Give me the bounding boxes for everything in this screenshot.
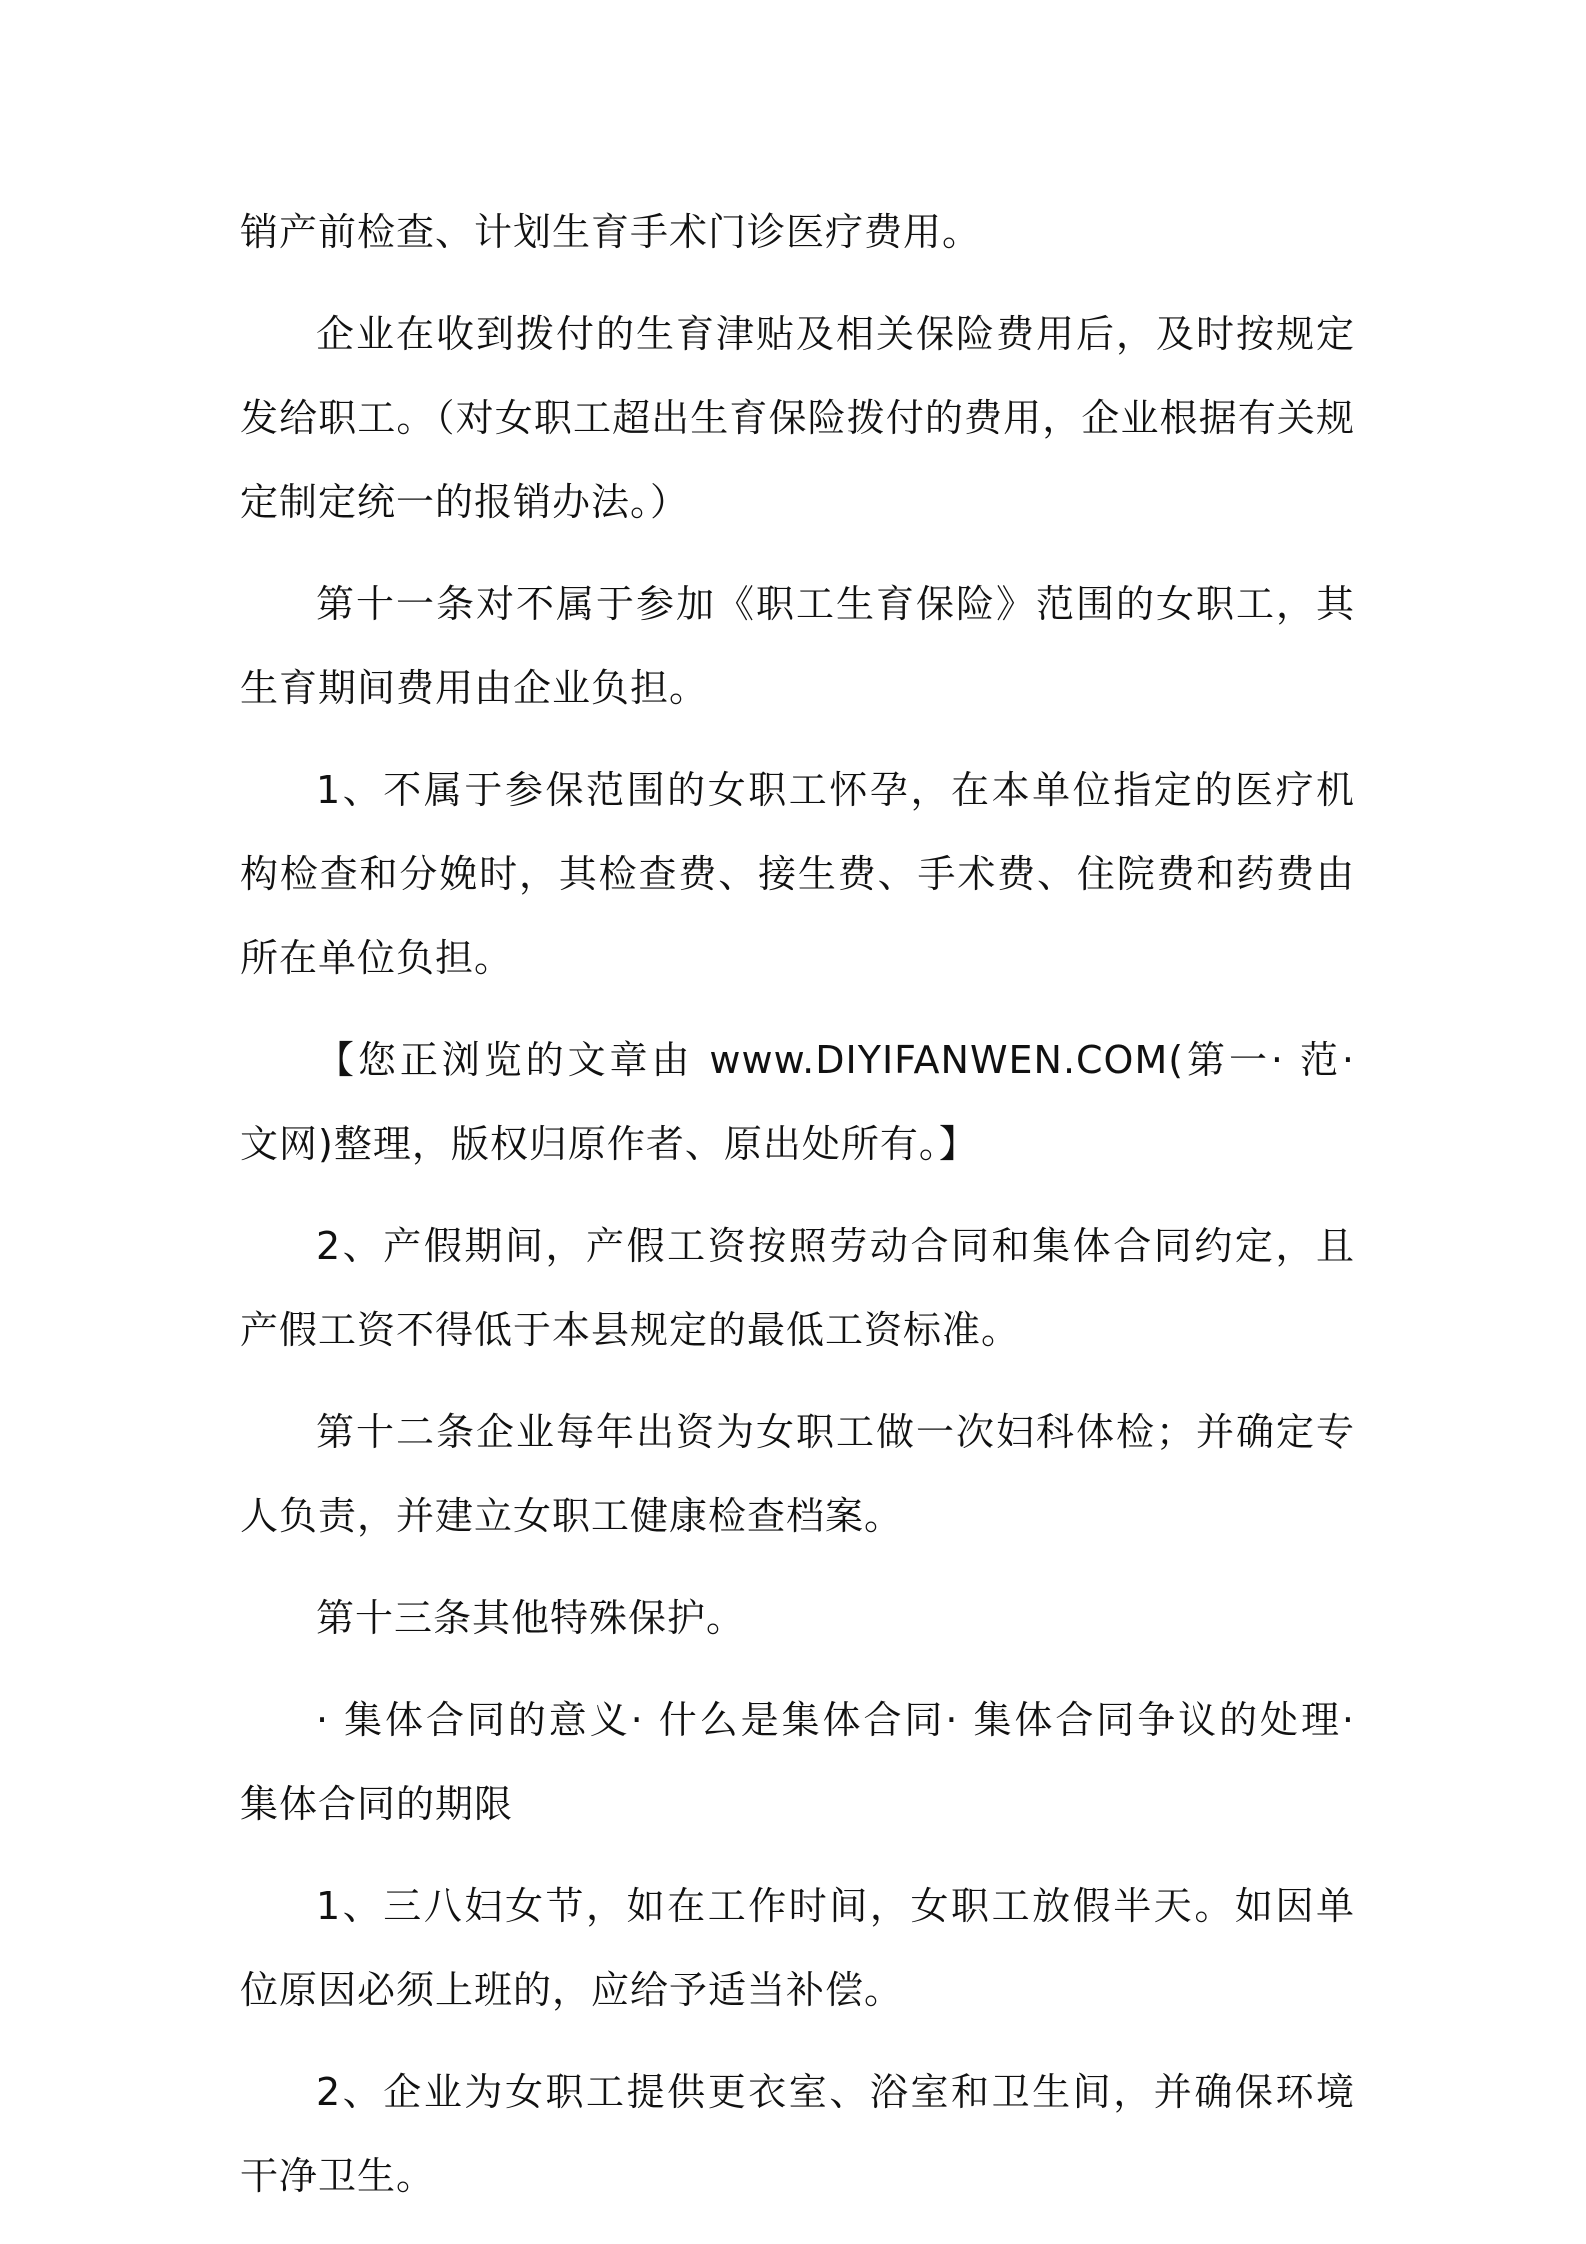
- paragraph-item-2-wages: 2、产假期间，产假工资按照劳动合同和集体合同约定，且产假工资不得低于本县规定的最低工资标准。: [240, 1224, 1355, 1352]
- paragraph-continuation: 销产前检查、计划生育手术门诊医疗费用。: [240, 210, 982, 254]
- paragraph-article-13: 第十三条其他特殊保护。: [316, 1596, 746, 1640]
- paragraph-related-links: · 集体合同的意义· 什么是集体合同· 集体合同争议的处理· 集体合同的期限: [240, 1698, 1355, 1826]
- paragraph-item-1-womens-day: 1、三八妇女节，如在工作时间，女职工放假半天。如因单位原因必须上班的，应给予适当补偿。: [240, 1884, 1355, 2012]
- paragraph-allowance: 企业在收到拨付的生育津贴及相关保险费用后，及时按规定发给职工。（对女职工超出生育保险拨付的费用，企业根据有关规定制定统一的报销办法。）: [240, 312, 1355, 524]
- paragraph-source-notice: 【您正浏览的文章由 www.DIYIFANWEN.COM(第一· 范· 文网)整理，版权归原作者、原出处所有。】: [240, 1038, 1355, 1166]
- document-page: [240, 190, 1355, 2236]
- paragraph-article-11: 第十一条对不属于参加《职工生育保险》范围的女职工，其生育期间费用由企业负担。: [240, 582, 1355, 710]
- paragraph-item-1-costs: 1、不属于参保范围的女职工怀孕，在本单位指定的医疗机构检查和分娩时，其检查费、接生费、手术费、住院费和药费由所在单位负担。: [240, 768, 1355, 980]
- paragraph-item-2-facilities: 2、企业为女职工提供更衣室、浴室和卫生间，并确保环境干净卫生。: [240, 2070, 1355, 2198]
- paragraph-article-12: 第十二条企业每年出资为女职工做一次妇科体检；并确定专人负责，并建立女职工健康检查档案。: [240, 1410, 1355, 1538]
